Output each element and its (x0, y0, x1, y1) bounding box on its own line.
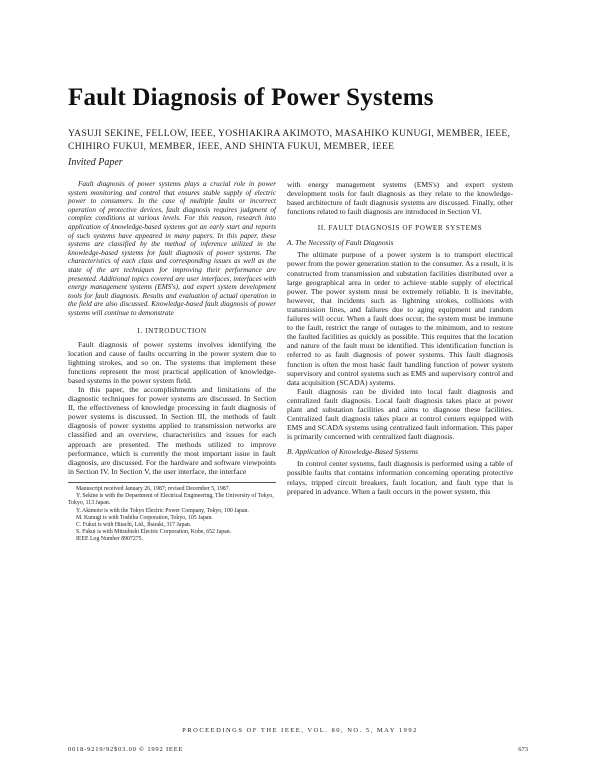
page-number: 673 (518, 746, 528, 753)
footnote-author: Y. Sekine is with the Department of Electrical Engineering, The University of Tokyo, Tokyo, 113 Japan. (68, 493, 274, 507)
footnote-manuscript: Manuscript received January 26, 1987; revised December 5, 1987. (76, 485, 231, 492)
paper-title: Fault Diagnosis of Power Systems (68, 84, 434, 111)
footnote-author: M. Kunugi is with Toshiba Corporation, Tokyo, 105 Japan. (76, 514, 213, 521)
footnote-author: Y. Akimoto is with the Tokyo Electric Power Company, Tokyo, 100 Japan. (76, 507, 249, 514)
continuation-paragraph: with energy management systems (EMS's) and expert system development tools for fault diagnosis as they relate to the knowledge-based architecture of fault diagnosis systems are discussed. Finally, other functions related to fault diagnosis are introduced in Section VI. (287, 180, 513, 217)
author-list: YASUJI SEKINE, FELLOW, IEEE, YOSHIAKIRA AKIMOTO, MASAHIKO KUNUGI, MEMBER, IEEE, CHIHIRO FUKUI, MEMBER, IEEE, AND SHINTA FUKUI, MEMBER, IEEE (68, 128, 511, 152)
abstract: Fault diagnosis of power systems plays a crucial role in power system monitoring and control that ensures stable supply of electric power to consumers. In the case of multiple faults or incorrect operation of protective devices, fault diagnosis requires judgment of complex conditions at various levels. For this reason, research into application of knowledge-based systems got an early start and reports of such systems have appeared in many papers. In this paper, these systems are classified by the method of inference utilized in the knowledge-based systems for fault diagnosis of power systems. The characteristics of each class and corresponding issues as well as the state of the art techniques for improving their performance are presented. Additional topics covered are user interfaces, interfaces with energy management systems (EMS's), and expert system development tools for fault diagnosis. Results and evaluation of actual operation in the field are also discussed. Knowledge-based fault diagnosis of power systems will continue to demonstrate (68, 180, 276, 317)
footnote-author: S. Fukui is with Mitsubishi Electric Corporation, Kobe, 652 Japan. (76, 529, 232, 536)
right-column (287, 180, 513, 496)
intro-paragraph-2: In this paper, the accomplishments and limitations of the diagnostic techniques for power systems are discussed. In Section II, the effectiveness of knowledge processing in fault diagnosis of power systems is discussed. In Section III, the methods of fault diagnosis of power systems applied to transmission networks are classified and an overview, characteristics and issues for each approach are presented. The methods utilized to improve performance, which is currently the most important issue in fault diagnosis, are discussed. For the hardware and software viewpoints in Section IV. In Section V, the user interface, the interface (68, 384, 276, 476)
footnote-log-number: IEEE Log Number 8907275. (76, 536, 143, 543)
necessity-paragraph-2: Fault diagnosis can be divided into local fault diagnosis and centralized fault diagnosis. Local fault diagnosis takes place at power plant and substation facilities and aims to diagnose these facilities. Centralized fault diagnosis takes place at control centers equipped with EMS and SCADA systems using centralized fault information. This paper is primarily concerned with centralized fault diagnosis. (287, 386, 513, 442)
subsection-heading-knowledge-based: B. Application of Knowledge-Based Systems (287, 447, 419, 457)
footnote-author: C. Fukui is with Hitachi, Ltd., Ibaraki, 317 Japan. (76, 521, 192, 528)
section-heading-introduction: I. INTRODUCTION (137, 326, 207, 335)
copyright-code: 0018-9219/92$03.00 © 1992 IEEE (68, 746, 184, 753)
journal-footer: PROCEEDINGS OF THE IEEE, VOL. 80, NO. 5, MAY 1992 (182, 727, 418, 734)
section-heading-fault-diagnosis: II. FAULT DIAGNOSIS OF POWER SYSTEMS (317, 224, 483, 233)
footnotes (68, 482, 276, 544)
left-column (68, 180, 276, 544)
paper-type-label: Invited Paper (68, 157, 123, 168)
intro-paragraph-1: Fault diagnosis of power systems involves identifying the location and cause of faults occurring in the power system due to lightning strokes, and so on. The systems that implement these functions represent the most practical application of knowledge-based systems in the power system field. (68, 339, 276, 385)
subsection-heading-necessity: A. The Necessity of Fault Diagnosis (287, 238, 394, 248)
necessity-paragraph-1: The ultimate purpose of a power system is to transport electrical power from the power generation station to the consumer. As a result, it is constructed from transmission and substation facilities distributed over a large geographical area in order to achieve stable supply of electrical power. The power system must be extremely reliable. It is inevitable, however, that incidents such as lightning strokes, collisions with transmission lines, and failures due to aging equipment and random failures will occur. When a fault does occur, the system must be immune to the fault, restrict the range of outages to the minimum, and to restore the faulted facilities as quickly as possible. This requires that the location and nature of the fault must be identified. This identification function is referred to as fault diagnosis of power systems. This fault diagnosis function is often the most basic fault handling function of power system supervisory and control systems such as EMS and supervisory control and data acquisition (SCADA) systems. (287, 250, 513, 387)
knowledge-based-paragraph-1: In control center systems, fault diagnosis is performed using a table of possible faults that contains information concerning operating protective relays, tripped circuit breakers, fault location, and fault type that is prepared in advance. When a fault occurs in the power system, this (287, 459, 513, 496)
